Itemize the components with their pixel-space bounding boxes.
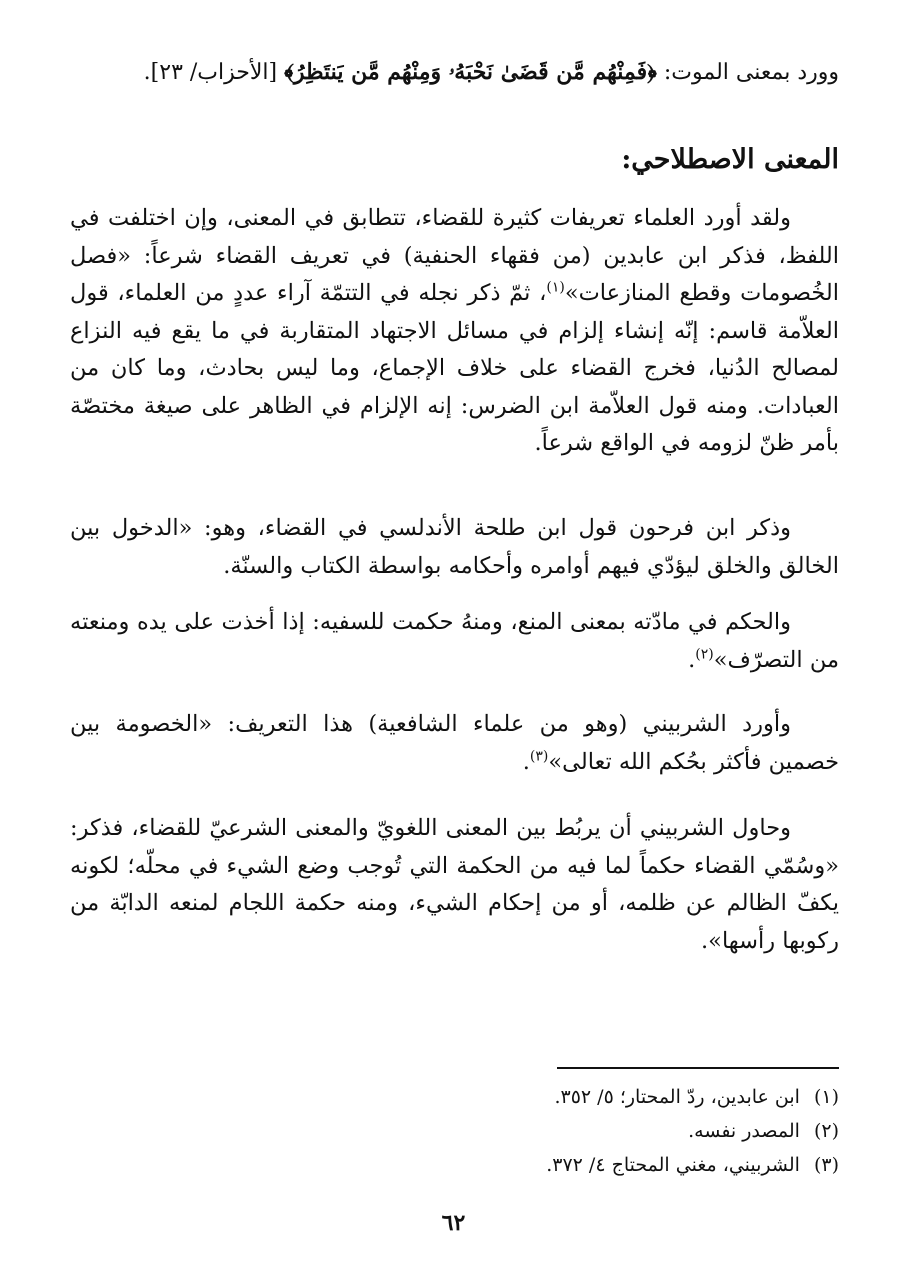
- footnote-number: (٣): [813, 1154, 839, 1176]
- paragraph-1: [70, 200, 839, 463]
- paragraph-text: وأورد الشربيني (وهو من علماء الشافعية) هذا التعريف: «الخصومة بين خصمين فأكثر بحُكم الله تعالى»: [70, 711, 839, 775]
- paragraph-text-continued: ، ثمّ ذكر نجله في التتمّة آراء عددٍ من العلماء، قول العلاّمة قاسم: إنّه إنشاء إلزام في مسائل الاجتهاد المتقاربة في ما يقع فيه النزاع لمصالح الدُنيا، فخرج القضاء على خلاف الإجماع، وما ليس بحادث، وما كان من العبادات. ومنه قول العلاّمة ابن الضرس: إنه الإلزام في الظاهر على صيغة مختصّة بأمر ظنّ لزومه في الواقع شرعاً.: [70, 280, 839, 456]
- paragraph-3: [70, 604, 839, 679]
- paragraph-2: [70, 510, 839, 585]
- paragraph-text: وذكر ابن فرحون قول ابن طلحة الأندلسي في القضاء، وهو: «الدخول بين الخالق والخلق ليؤدّي فيهم أوامره وأحكامه بواسطة الكتاب والسنّة.: [70, 515, 839, 579]
- paragraph-text: وحاول الشربيني أن يربُط بين المعنى اللغويّ والمعنى الشرعيّ للقضاء، فذكر: «وسُمّي القضاء حكماً لما فيه من الحكمة التي تُوجب وضع الشيء في محلّه؛ لكونه يكفّ الظالم عن ظلمه، أو من إحكام الشيء، ومنه حكمة اللجام لمنعه الدابّة من ركوبها رأسها».: [70, 815, 839, 954]
- footnote-divider: [557, 1067, 839, 1069]
- footnote-number: (١): [813, 1086, 839, 1108]
- footnote-text: ابن عابدين، ردّ المحتار؛ ٥/ ٣٥٢.: [554, 1086, 800, 1108]
- paragraph-4: [70, 706, 839, 781]
- paragraph-text-continued: .: [522, 748, 530, 775]
- quran-verse: ﴿فَمِنْهُم مَّن قَضَىٰ نَحْبَهُۥ وَمِنْهُم مَّن يَنتَظِرُ﴾: [284, 59, 657, 85]
- footnote-ref-3[interactable]: (٣): [529, 748, 549, 764]
- footnote-item: [300, 1080, 839, 1114]
- footnote-ref-1[interactable]: (١): [546, 279, 565, 296]
- footnote-text: الشربيني، مغني المحتاج ٤/ ٣٧٢.: [546, 1154, 800, 1176]
- footnote-number: (٢): [813, 1120, 839, 1142]
- verse-intro: وورد بمعنى الموت:: [663, 60, 839, 85]
- footnote-item: [300, 1148, 839, 1182]
- verse-line: [70, 52, 839, 93]
- footnotes-list: [300, 1080, 839, 1182]
- paragraph-text-continued: .: [688, 646, 696, 673]
- paragraph-text: والحكم في مادّته بمعنى المنع، ومنهُ حكمت للسفيه: إذا أخذت على يده ومنعته من التصرّف»: [70, 609, 839, 673]
- section-heading: المعنى الاصطلاحي:: [621, 144, 839, 175]
- footnote-text: المصدر نفسه.: [688, 1120, 800, 1142]
- page-number: ٦٢: [441, 1210, 466, 1236]
- footnote-ref-2[interactable]: (٢): [695, 646, 714, 662]
- paragraph-text: ولقد أورد العلماء تعريفات كثيرة للقضاء، تتطابق في المعنى، وإن اختلفت في اللفظ، فذكر ابن عابدين (من فقهاء الحنفية) في تعريف القضاء شرعاً: «فصل الخُصومات وقطع المنازعات»: [70, 205, 839, 306]
- footnote-item: [300, 1114, 839, 1148]
- verse-reference: [الأحزاب/ ٢٣].: [143, 60, 278, 85]
- paragraph-5: [70, 810, 839, 960]
